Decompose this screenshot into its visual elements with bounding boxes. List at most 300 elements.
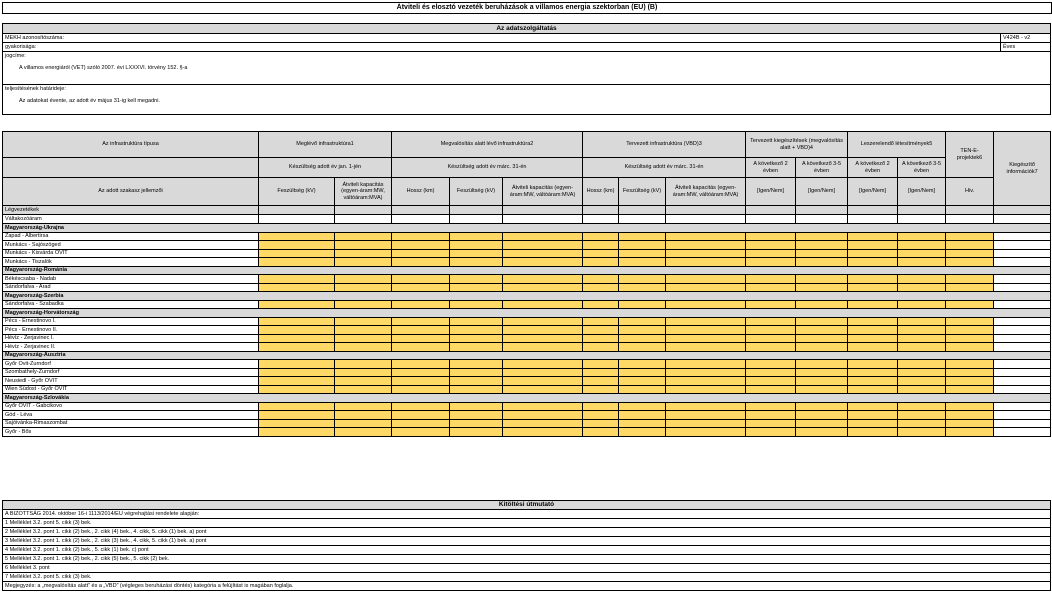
input-cell[interactable] xyxy=(796,385,848,394)
input-cell[interactable] xyxy=(392,275,450,284)
input-cell[interactable] xyxy=(848,283,898,292)
input-cell[interactable] xyxy=(898,343,946,352)
input-cell[interactable] xyxy=(746,411,796,420)
input-cell[interactable] xyxy=(946,334,994,343)
input-cell[interactable] xyxy=(746,258,796,267)
input-cell[interactable] xyxy=(848,343,898,352)
input-cell[interactable] xyxy=(583,368,619,377)
input-cell[interactable] xyxy=(619,300,666,309)
input-cell[interactable] xyxy=(848,385,898,394)
input-cell[interactable] xyxy=(450,249,503,258)
input-cell[interactable] xyxy=(583,428,619,437)
input-cell[interactable] xyxy=(583,377,619,386)
input-cell[interactable] xyxy=(666,402,746,411)
input-cell[interactable] xyxy=(796,258,848,267)
input-cell[interactable] xyxy=(619,368,666,377)
country-group-row xyxy=(3,292,1051,301)
input-cell[interactable] xyxy=(848,241,898,250)
input-cell[interactable] xyxy=(796,241,848,250)
input-cell[interactable] xyxy=(796,249,848,258)
input-cell[interactable] xyxy=(259,411,335,420)
input-cell[interactable] xyxy=(848,258,898,267)
input-cell[interactable] xyxy=(848,402,898,411)
input-cell[interactable] xyxy=(898,232,946,241)
input-cell[interactable] xyxy=(450,377,503,386)
input-cell[interactable] xyxy=(450,326,503,335)
input-cell[interactable] xyxy=(583,258,619,267)
input-cell[interactable] xyxy=(583,283,619,292)
header-tervezett: Tervezett infrastruktúra (VBD)3 xyxy=(583,132,746,158)
input-cell[interactable] xyxy=(392,360,450,369)
input-cell[interactable] xyxy=(259,385,335,394)
input-cell[interactable] xyxy=(450,385,503,394)
cell[interactable] xyxy=(583,215,619,224)
input-cell[interactable] xyxy=(796,402,848,411)
input-cell[interactable] xyxy=(898,368,946,377)
input-cell[interactable] xyxy=(796,300,848,309)
input-cell[interactable] xyxy=(335,419,392,428)
cell[interactable] xyxy=(392,215,450,224)
input-cell[interactable] xyxy=(994,402,1051,411)
input-cell[interactable] xyxy=(450,241,503,250)
cell xyxy=(259,206,335,215)
input-cell[interactable] xyxy=(898,385,946,394)
input-cell[interactable] xyxy=(848,334,898,343)
input-cell[interactable] xyxy=(619,360,666,369)
input-cell[interactable] xyxy=(796,283,848,292)
input-cell[interactable] xyxy=(796,343,848,352)
cell[interactable] xyxy=(335,215,392,224)
input-cell[interactable] xyxy=(392,326,450,335)
input-cell[interactable] xyxy=(946,368,994,377)
input-cell[interactable] xyxy=(335,283,392,292)
input-cell[interactable] xyxy=(666,385,746,394)
input-cell[interactable] xyxy=(746,360,796,369)
input-cell[interactable] xyxy=(392,283,450,292)
input-cell[interactable] xyxy=(335,258,392,267)
input-cell[interactable] xyxy=(335,275,392,284)
input-cell[interactable] xyxy=(848,368,898,377)
input-cell[interactable] xyxy=(994,411,1051,420)
input-cell[interactable] xyxy=(259,258,335,267)
input-cell[interactable] xyxy=(503,232,583,241)
input-cell[interactable] xyxy=(746,334,796,343)
input-cell[interactable] xyxy=(898,317,946,326)
cell[interactable] xyxy=(946,215,994,224)
jogcim-label: jogcíme: xyxy=(5,53,26,59)
input-cell[interactable] xyxy=(583,249,619,258)
input-cell[interactable] xyxy=(583,317,619,326)
input-cell[interactable] xyxy=(259,249,335,258)
input-cell[interactable] xyxy=(796,326,848,335)
input-cell[interactable] xyxy=(392,419,450,428)
input-cell[interactable] xyxy=(259,334,335,343)
input-cell[interactable] xyxy=(898,428,946,437)
input-cell[interactable] xyxy=(619,326,666,335)
input-cell[interactable] xyxy=(335,334,392,343)
header-leszerelendo: Leszerelendő létesítmények5 xyxy=(848,132,946,158)
country-group-row xyxy=(3,224,1051,233)
input-cell[interactable] xyxy=(259,326,335,335)
infrastructure-table xyxy=(2,131,1051,437)
input-cell[interactable] xyxy=(746,275,796,284)
header-megval-sub: Készültség adott év márc. 31-én xyxy=(392,158,583,178)
input-cell[interactable] xyxy=(450,258,503,267)
input-cell[interactable] xyxy=(503,343,583,352)
input-cell[interactable] xyxy=(946,402,994,411)
input-cell[interactable] xyxy=(619,275,666,284)
input-cell[interactable] xyxy=(898,275,946,284)
input-cell[interactable] xyxy=(503,241,583,250)
input-cell[interactable] xyxy=(619,249,666,258)
input-cell[interactable] xyxy=(796,317,848,326)
input-cell[interactable] xyxy=(450,402,503,411)
line-name: Wien Südost - Győr OVIT xyxy=(3,385,259,394)
input-cell[interactable] xyxy=(946,419,994,428)
input-cell[interactable] xyxy=(946,326,994,335)
cell[interactable] xyxy=(994,215,1051,224)
input-cell[interactable] xyxy=(796,368,848,377)
col-kapacitas-1: Átviteli kapacitás (egyen-áram:MW, váltóáram:MVA) xyxy=(335,178,392,206)
input-cell[interactable] xyxy=(450,334,503,343)
input-cell[interactable] xyxy=(583,334,619,343)
input-cell[interactable] xyxy=(848,249,898,258)
input-cell[interactable] xyxy=(392,334,450,343)
input-cell[interactable] xyxy=(666,411,746,420)
input-cell[interactable] xyxy=(583,326,619,335)
input-cell[interactable] xyxy=(392,343,450,352)
input-cell[interactable] xyxy=(259,317,335,326)
input-cell[interactable] xyxy=(994,377,1051,386)
input-cell[interactable] xyxy=(335,343,392,352)
input-cell[interactable] xyxy=(994,317,1051,326)
input-cell[interactable] xyxy=(259,300,335,309)
input-cell[interactable] xyxy=(746,402,796,411)
input-cell[interactable] xyxy=(335,326,392,335)
input-cell[interactable] xyxy=(898,402,946,411)
input-cell[interactable] xyxy=(746,419,796,428)
input-cell[interactable] xyxy=(619,385,666,394)
input-cell[interactable] xyxy=(898,300,946,309)
input-cell[interactable] xyxy=(746,241,796,250)
input-cell[interactable] xyxy=(583,343,619,352)
input-cell[interactable] xyxy=(450,275,503,284)
input-cell[interactable] xyxy=(994,275,1051,284)
input-cell[interactable] xyxy=(392,241,450,250)
input-cell[interactable] xyxy=(335,317,392,326)
jogcim-cell xyxy=(3,52,1051,85)
input-cell[interactable] xyxy=(583,402,619,411)
input-cell[interactable] xyxy=(666,428,746,437)
input-cell[interactable] xyxy=(898,258,946,267)
input-cell[interactable] xyxy=(666,326,746,335)
input-cell[interactable] xyxy=(259,360,335,369)
input-cell[interactable] xyxy=(898,241,946,250)
input-cell[interactable] xyxy=(619,258,666,267)
input-cell[interactable] xyxy=(994,385,1051,394)
input-cell[interactable] xyxy=(946,258,994,267)
header-meglevo: Meglévő infrastruktúra1 xyxy=(259,132,392,158)
input-cell[interactable] xyxy=(503,300,583,309)
input-cell[interactable] xyxy=(666,419,746,428)
input-cell[interactable] xyxy=(450,360,503,369)
input-cell[interactable] xyxy=(450,300,503,309)
input-cell[interactable] xyxy=(503,360,583,369)
input-cell[interactable] xyxy=(392,258,450,267)
input-cell[interactable] xyxy=(946,275,994,284)
input-cell[interactable] xyxy=(450,232,503,241)
input-cell[interactable] xyxy=(898,377,946,386)
cell xyxy=(946,206,994,215)
input-cell[interactable] xyxy=(746,317,796,326)
input-cell[interactable] xyxy=(335,428,392,437)
input-cell[interactable] xyxy=(994,368,1051,377)
input-cell[interactable] xyxy=(796,360,848,369)
input-cell[interactable] xyxy=(259,241,335,250)
input-cell[interactable] xyxy=(583,241,619,250)
input-cell[interactable] xyxy=(450,317,503,326)
input-cell[interactable] xyxy=(946,300,994,309)
input-cell[interactable] xyxy=(994,283,1051,292)
input-cell[interactable] xyxy=(898,249,946,258)
input-cell[interactable] xyxy=(619,377,666,386)
input-cell[interactable] xyxy=(335,377,392,386)
input-cell[interactable] xyxy=(259,402,335,411)
input-cell[interactable] xyxy=(583,360,619,369)
input-cell[interactable] xyxy=(450,419,503,428)
input-cell[interactable] xyxy=(796,232,848,241)
input-cell[interactable] xyxy=(619,428,666,437)
input-cell[interactable] xyxy=(450,283,503,292)
input-cell[interactable] xyxy=(392,368,450,377)
input-cell[interactable] xyxy=(946,343,994,352)
col-kapacitas-3: Átviteli kapacitás (egyen-áram:MW, váltóáram:MVA) xyxy=(666,178,746,206)
kitoltesi-line: A BIZOTTSÁG 2014. október 16-i 1113/2014/EU végrehajtási rendelete alapján: xyxy=(3,510,1051,519)
input-cell[interactable] xyxy=(392,402,450,411)
input-cell[interactable] xyxy=(898,334,946,343)
input-cell[interactable] xyxy=(994,249,1051,258)
input-cell[interactable] xyxy=(946,377,994,386)
input-cell[interactable] xyxy=(898,360,946,369)
input-cell[interactable] xyxy=(503,411,583,420)
cell[interactable] xyxy=(796,215,848,224)
input-cell[interactable] xyxy=(259,428,335,437)
input-cell[interactable] xyxy=(503,317,583,326)
input-cell[interactable] xyxy=(946,249,994,258)
cell[interactable] xyxy=(848,215,898,224)
input-cell[interactable] xyxy=(898,326,946,335)
input-cell[interactable] xyxy=(619,419,666,428)
kitoltesi-utmutato-table xyxy=(2,500,1051,591)
input-cell[interactable] xyxy=(746,283,796,292)
input-cell[interactable] xyxy=(666,232,746,241)
input-cell[interactable] xyxy=(450,368,503,377)
input-cell[interactable] xyxy=(746,368,796,377)
input-cell[interactable] xyxy=(994,241,1051,250)
input-cell[interactable] xyxy=(503,428,583,437)
input-cell[interactable] xyxy=(392,317,450,326)
input-cell[interactable] xyxy=(848,317,898,326)
input-cell[interactable] xyxy=(848,360,898,369)
input-cell[interactable] xyxy=(746,326,796,335)
input-cell[interactable] xyxy=(946,241,994,250)
input-cell[interactable] xyxy=(666,334,746,343)
input-cell[interactable] xyxy=(848,428,898,437)
input-cell[interactable] xyxy=(994,334,1051,343)
input-cell[interactable] xyxy=(994,258,1051,267)
input-cell[interactable] xyxy=(796,428,848,437)
input-cell[interactable] xyxy=(946,283,994,292)
table-row xyxy=(3,411,1051,420)
input-cell[interactable] xyxy=(666,300,746,309)
input-cell[interactable] xyxy=(583,419,619,428)
input-cell[interactable] xyxy=(335,249,392,258)
input-cell[interactable] xyxy=(503,275,583,284)
input-cell[interactable] xyxy=(746,385,796,394)
cell[interactable] xyxy=(619,215,666,224)
input-cell[interactable] xyxy=(450,411,503,420)
input-cell[interactable] xyxy=(848,326,898,335)
cell[interactable] xyxy=(450,215,503,224)
input-cell[interactable] xyxy=(335,411,392,420)
input-cell[interactable] xyxy=(796,419,848,428)
table-row xyxy=(3,343,1051,352)
input-cell[interactable] xyxy=(259,377,335,386)
input-cell[interactable] xyxy=(946,232,994,241)
input-cell[interactable] xyxy=(259,419,335,428)
input-cell[interactable] xyxy=(619,334,666,343)
input-cell[interactable] xyxy=(259,343,335,352)
input-cell[interactable] xyxy=(746,343,796,352)
input-cell[interactable] xyxy=(666,258,746,267)
input-cell[interactable] xyxy=(666,360,746,369)
input-cell[interactable] xyxy=(994,428,1051,437)
input-cell[interactable] xyxy=(619,402,666,411)
input-cell[interactable] xyxy=(619,343,666,352)
input-cell[interactable] xyxy=(946,360,994,369)
input-cell[interactable] xyxy=(746,300,796,309)
input-cell[interactable] xyxy=(898,283,946,292)
cell[interactable] xyxy=(503,215,583,224)
input-cell[interactable] xyxy=(848,232,898,241)
input-cell[interactable] xyxy=(746,428,796,437)
cell[interactable] xyxy=(898,215,946,224)
input-cell[interactable] xyxy=(619,411,666,420)
input-cell[interactable] xyxy=(619,317,666,326)
input-cell[interactable] xyxy=(583,300,619,309)
input-cell[interactable] xyxy=(503,368,583,377)
input-cell[interactable] xyxy=(666,317,746,326)
input-cell[interactable] xyxy=(583,411,619,420)
input-cell[interactable] xyxy=(898,411,946,420)
input-cell[interactable] xyxy=(335,360,392,369)
input-cell[interactable] xyxy=(503,419,583,428)
input-cell[interactable] xyxy=(392,249,450,258)
input-cell[interactable] xyxy=(994,326,1051,335)
input-cell[interactable] xyxy=(994,343,1051,352)
input-cell[interactable] xyxy=(503,334,583,343)
input-cell[interactable] xyxy=(946,428,994,437)
input-cell[interactable] xyxy=(946,411,994,420)
input-cell[interactable] xyxy=(503,283,583,292)
input-cell[interactable] xyxy=(666,275,746,284)
input-cell[interactable] xyxy=(946,317,994,326)
input-cell[interactable] xyxy=(335,402,392,411)
input-cell[interactable] xyxy=(994,232,1051,241)
input-cell[interactable] xyxy=(619,241,666,250)
input-cell[interactable] xyxy=(746,249,796,258)
input-cell[interactable] xyxy=(619,232,666,241)
input-cell[interactable] xyxy=(848,300,898,309)
input-cell[interactable] xyxy=(619,283,666,292)
input-cell[interactable] xyxy=(994,360,1051,369)
input-cell[interactable] xyxy=(994,300,1051,309)
input-cell[interactable] xyxy=(583,385,619,394)
input-cell[interactable] xyxy=(335,241,392,250)
input-cell[interactable] xyxy=(392,385,450,394)
input-cell[interactable] xyxy=(335,368,392,377)
input-cell[interactable] xyxy=(450,428,503,437)
table-row xyxy=(3,249,1051,258)
input-cell[interactable] xyxy=(666,343,746,352)
input-cell[interactable] xyxy=(503,249,583,258)
input-cell[interactable] xyxy=(666,368,746,377)
input-cell[interactable] xyxy=(746,232,796,241)
input-cell[interactable] xyxy=(503,385,583,394)
input-cell[interactable] xyxy=(392,300,450,309)
input-cell[interactable] xyxy=(583,232,619,241)
input-cell[interactable] xyxy=(259,283,335,292)
input-cell[interactable] xyxy=(848,411,898,420)
input-cell[interactable] xyxy=(392,411,450,420)
input-cell[interactable] xyxy=(259,232,335,241)
input-cell[interactable] xyxy=(503,258,583,267)
input-cell[interactable] xyxy=(666,249,746,258)
input-cell[interactable] xyxy=(335,300,392,309)
input-cell[interactable] xyxy=(392,428,450,437)
input-cell[interactable] xyxy=(848,275,898,284)
input-cell[interactable] xyxy=(335,385,392,394)
input-cell[interactable] xyxy=(796,334,848,343)
input-cell[interactable] xyxy=(848,419,898,428)
input-cell[interactable] xyxy=(392,377,450,386)
input-cell[interactable] xyxy=(503,326,583,335)
input-cell[interactable] xyxy=(796,411,848,420)
cell[interactable] xyxy=(746,215,796,224)
cell[interactable] xyxy=(666,215,746,224)
input-cell[interactable] xyxy=(666,241,746,250)
input-cell[interactable] xyxy=(848,377,898,386)
input-cell[interactable] xyxy=(796,275,848,284)
input-cell[interactable] xyxy=(946,385,994,394)
input-cell[interactable] xyxy=(796,377,848,386)
input-cell[interactable] xyxy=(666,377,746,386)
input-cell[interactable] xyxy=(666,283,746,292)
cell[interactable] xyxy=(259,215,335,224)
input-cell[interactable] xyxy=(746,377,796,386)
input-cell[interactable] xyxy=(335,232,392,241)
input-cell[interactable] xyxy=(450,343,503,352)
header-jellemzoi: Az adott szakasz jellemzői xyxy=(3,178,259,206)
input-cell[interactable] xyxy=(503,402,583,411)
input-cell[interactable] xyxy=(259,275,335,284)
input-cell[interactable] xyxy=(259,368,335,377)
input-cell[interactable] xyxy=(503,377,583,386)
input-cell[interactable] xyxy=(898,419,946,428)
input-cell[interactable] xyxy=(994,419,1051,428)
input-cell[interactable] xyxy=(392,232,450,241)
input-cell[interactable] xyxy=(583,275,619,284)
